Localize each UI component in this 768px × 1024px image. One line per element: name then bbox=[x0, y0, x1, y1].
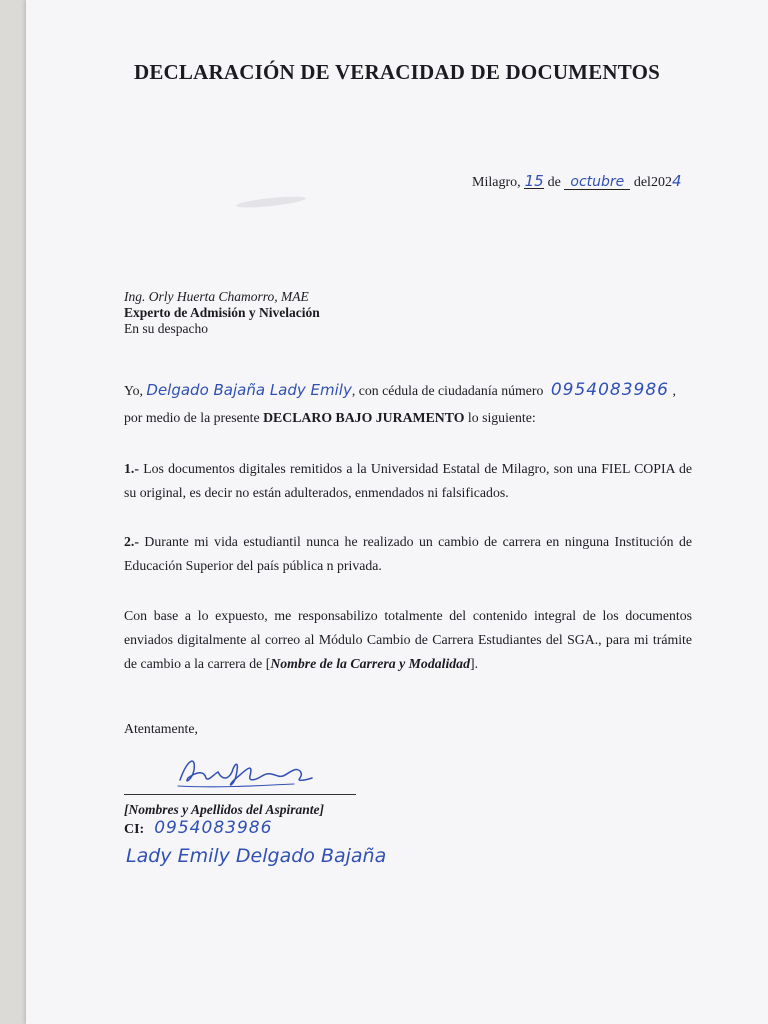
document-page bbox=[26, 0, 768, 1024]
full-name-handwritten: Lady Emily Delgado Bajaña bbox=[126, 845, 387, 867]
farewell: Atentamente, bbox=[124, 721, 198, 736]
signature-image bbox=[174, 750, 324, 794]
intro-yo: Yo, bbox=[124, 383, 143, 398]
declaration-prefix: por medio de la presente bbox=[124, 410, 260, 425]
applicant-name: Delgado Bajaña Lady Emily bbox=[146, 381, 352, 399]
intro-cedula-text: , con cédula de ciudadanía número bbox=[351, 383, 544, 398]
date-de: de bbox=[547, 175, 561, 190]
paper-smudge bbox=[236, 194, 306, 209]
intro-comma: , bbox=[672, 383, 676, 398]
date-month: octubre bbox=[564, 175, 630, 190]
recipient-place: En su despacho bbox=[124, 321, 208, 336]
date-del: del bbox=[633, 175, 651, 190]
ci-number-handwritten: 0954083986 bbox=[154, 818, 273, 838]
closing-end: ]. bbox=[469, 656, 479, 671]
item-1 bbox=[124, 457, 692, 505]
declaration-line bbox=[124, 410, 536, 426]
item-2 bbox=[124, 530, 692, 578]
ci-line bbox=[124, 818, 272, 838]
signature-label: [Nombres y Apellidos del Aspirante] bbox=[124, 802, 324, 817]
recipient-role: Experto de Admisión y Nivelación bbox=[124, 305, 320, 320]
date-year-prefix: 202 bbox=[650, 175, 672, 190]
date-day: 15 bbox=[524, 172, 544, 190]
item-2-text: Durante mi vida estudiantil nunca he realizado un cambio de carrera en ninguna Institución de Educación Superior del país pública n privada. bbox=[124, 534, 692, 573]
date-city: Milagro, bbox=[472, 175, 521, 190]
item-1-number: 1.- bbox=[124, 461, 139, 476]
intro-line bbox=[124, 380, 676, 400]
cedula-number: 0954083986 bbox=[550, 380, 670, 400]
item-1-text: Los documentos digitales remitidos a la Universidad Estatal de Milagro, son una FIEL COPIA de su original, es decir no están adulterados, enmendados ni falsificados. bbox=[124, 461, 692, 500]
item-2-number: 2.- bbox=[124, 534, 139, 549]
signature-line bbox=[124, 794, 356, 795]
document-title: DECLARACIÓN DE VERACIDAD DE DOCUMENTOS bbox=[133, 60, 661, 84]
ci-label: CI: bbox=[124, 822, 145, 837]
declaration-bold: DECLARO BAJO JURAMENTO bbox=[263, 410, 465, 425]
date-line bbox=[472, 172, 681, 191]
closing-paragraph bbox=[124, 604, 692, 676]
declaration-suffix: lo siguiente: bbox=[467, 410, 536, 425]
recipient-name: Ing. Orly Huerta Chamorro, MAE bbox=[124, 289, 309, 304]
date-year-digit: 4 bbox=[671, 172, 682, 190]
career-placeholder: Nombre de la Carrera y Modalidad bbox=[270, 656, 470, 671]
closing-text: Con base a lo expuesto, me responsabilizo totalmente del contenido integral de los documentos enviados digitalmente al correo al Módulo Cambio de Carrera Estudiantes del SGA., para mi trámite de cambio a la carrera de [ bbox=[124, 608, 692, 671]
